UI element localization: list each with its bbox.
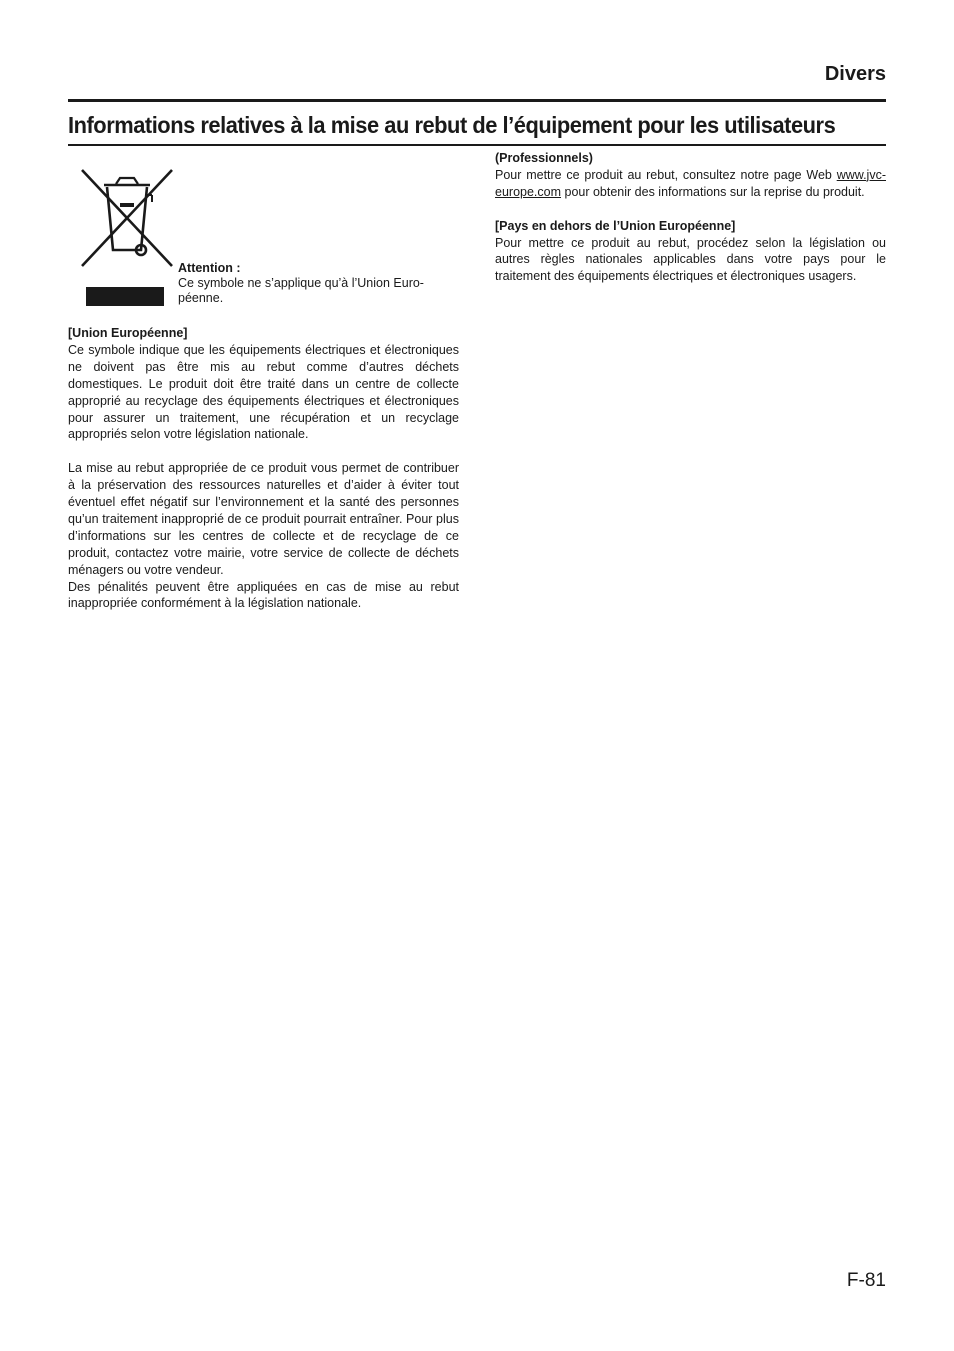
attention-text-line1: Ce symbole ne s’applique qu’à l’Union Euro- [178,276,424,290]
attention-label: Attention : [178,261,241,275]
page-title: Informations relatives à la mise au rebut de l’équipement pour les utilisateurs [68,112,836,138]
professionals-paragraph [495,167,886,201]
non-eu-paragraph: Pour mettre ce produit au rebut, procédez selon la législation ou autres règles nationales applicables dans votre pays pour le traitement des équipements électriques et électroniques usagers. [495,235,886,284]
left-column [68,325,459,612]
non-eu-heading: [Pays en dehors de l’Union Européenne] [495,218,736,233]
section-label: Divers [824,63,886,85]
eu-paragraph-3: Des pénalités peuvent être appliquées en cas de mise au rebut inappropriée conformément à la législation nationale. [68,579,459,611]
jvc-europe-link[interactable]: www.jvc-europe.com [495,167,886,199]
professionals-heading: (Professionnels) [495,151,593,165]
black-bar [86,287,164,306]
attention-text-line2: péenne. [178,291,224,305]
title-rule [68,144,886,146]
crossed-out-bin-icon [80,168,174,272]
professionals-text-before: Pour mettre ce produit au rebut, consultez notre page Web [495,167,837,182]
attention-note [178,261,453,306]
eu-paragraph-1: Ce symbole indique que les équipements électriques et électroniques ne doivent pas être mis au rebut comme d’autres déchets domestiques. Le produit doit être traité dans un centre de collecte approprié au recyclage des équipements électriques et électroniques pour assurer un traitement, une récupération et un recyclage appropriés selon votre législation nationale. [68,342,459,442]
eu-paragraph-2: La mise au rebut appropriée de ce produit vous permet de contribuer à la préservation des ressources naturelles et d’aider à éviter tout éventuel effet négatif sur l’environnement et la santé des personnes qu’un traitement inapproprié de ce produit pourrait entraîner. Pour plus d’informations sur les centres de collecte et de recyclage de ce produit, contactez votre mairie, votre service de collecte de déchets ménagers ou votre vendeur. [68,461,459,577]
eu-heading: [Union Européenne] [68,326,188,340]
page-number: F-81 [846,1270,886,1291]
header-rule [68,99,886,102]
right-column [495,150,886,285]
professionals-text-after: pour obtenir des informations sur la reprise du produit. [561,184,865,199]
